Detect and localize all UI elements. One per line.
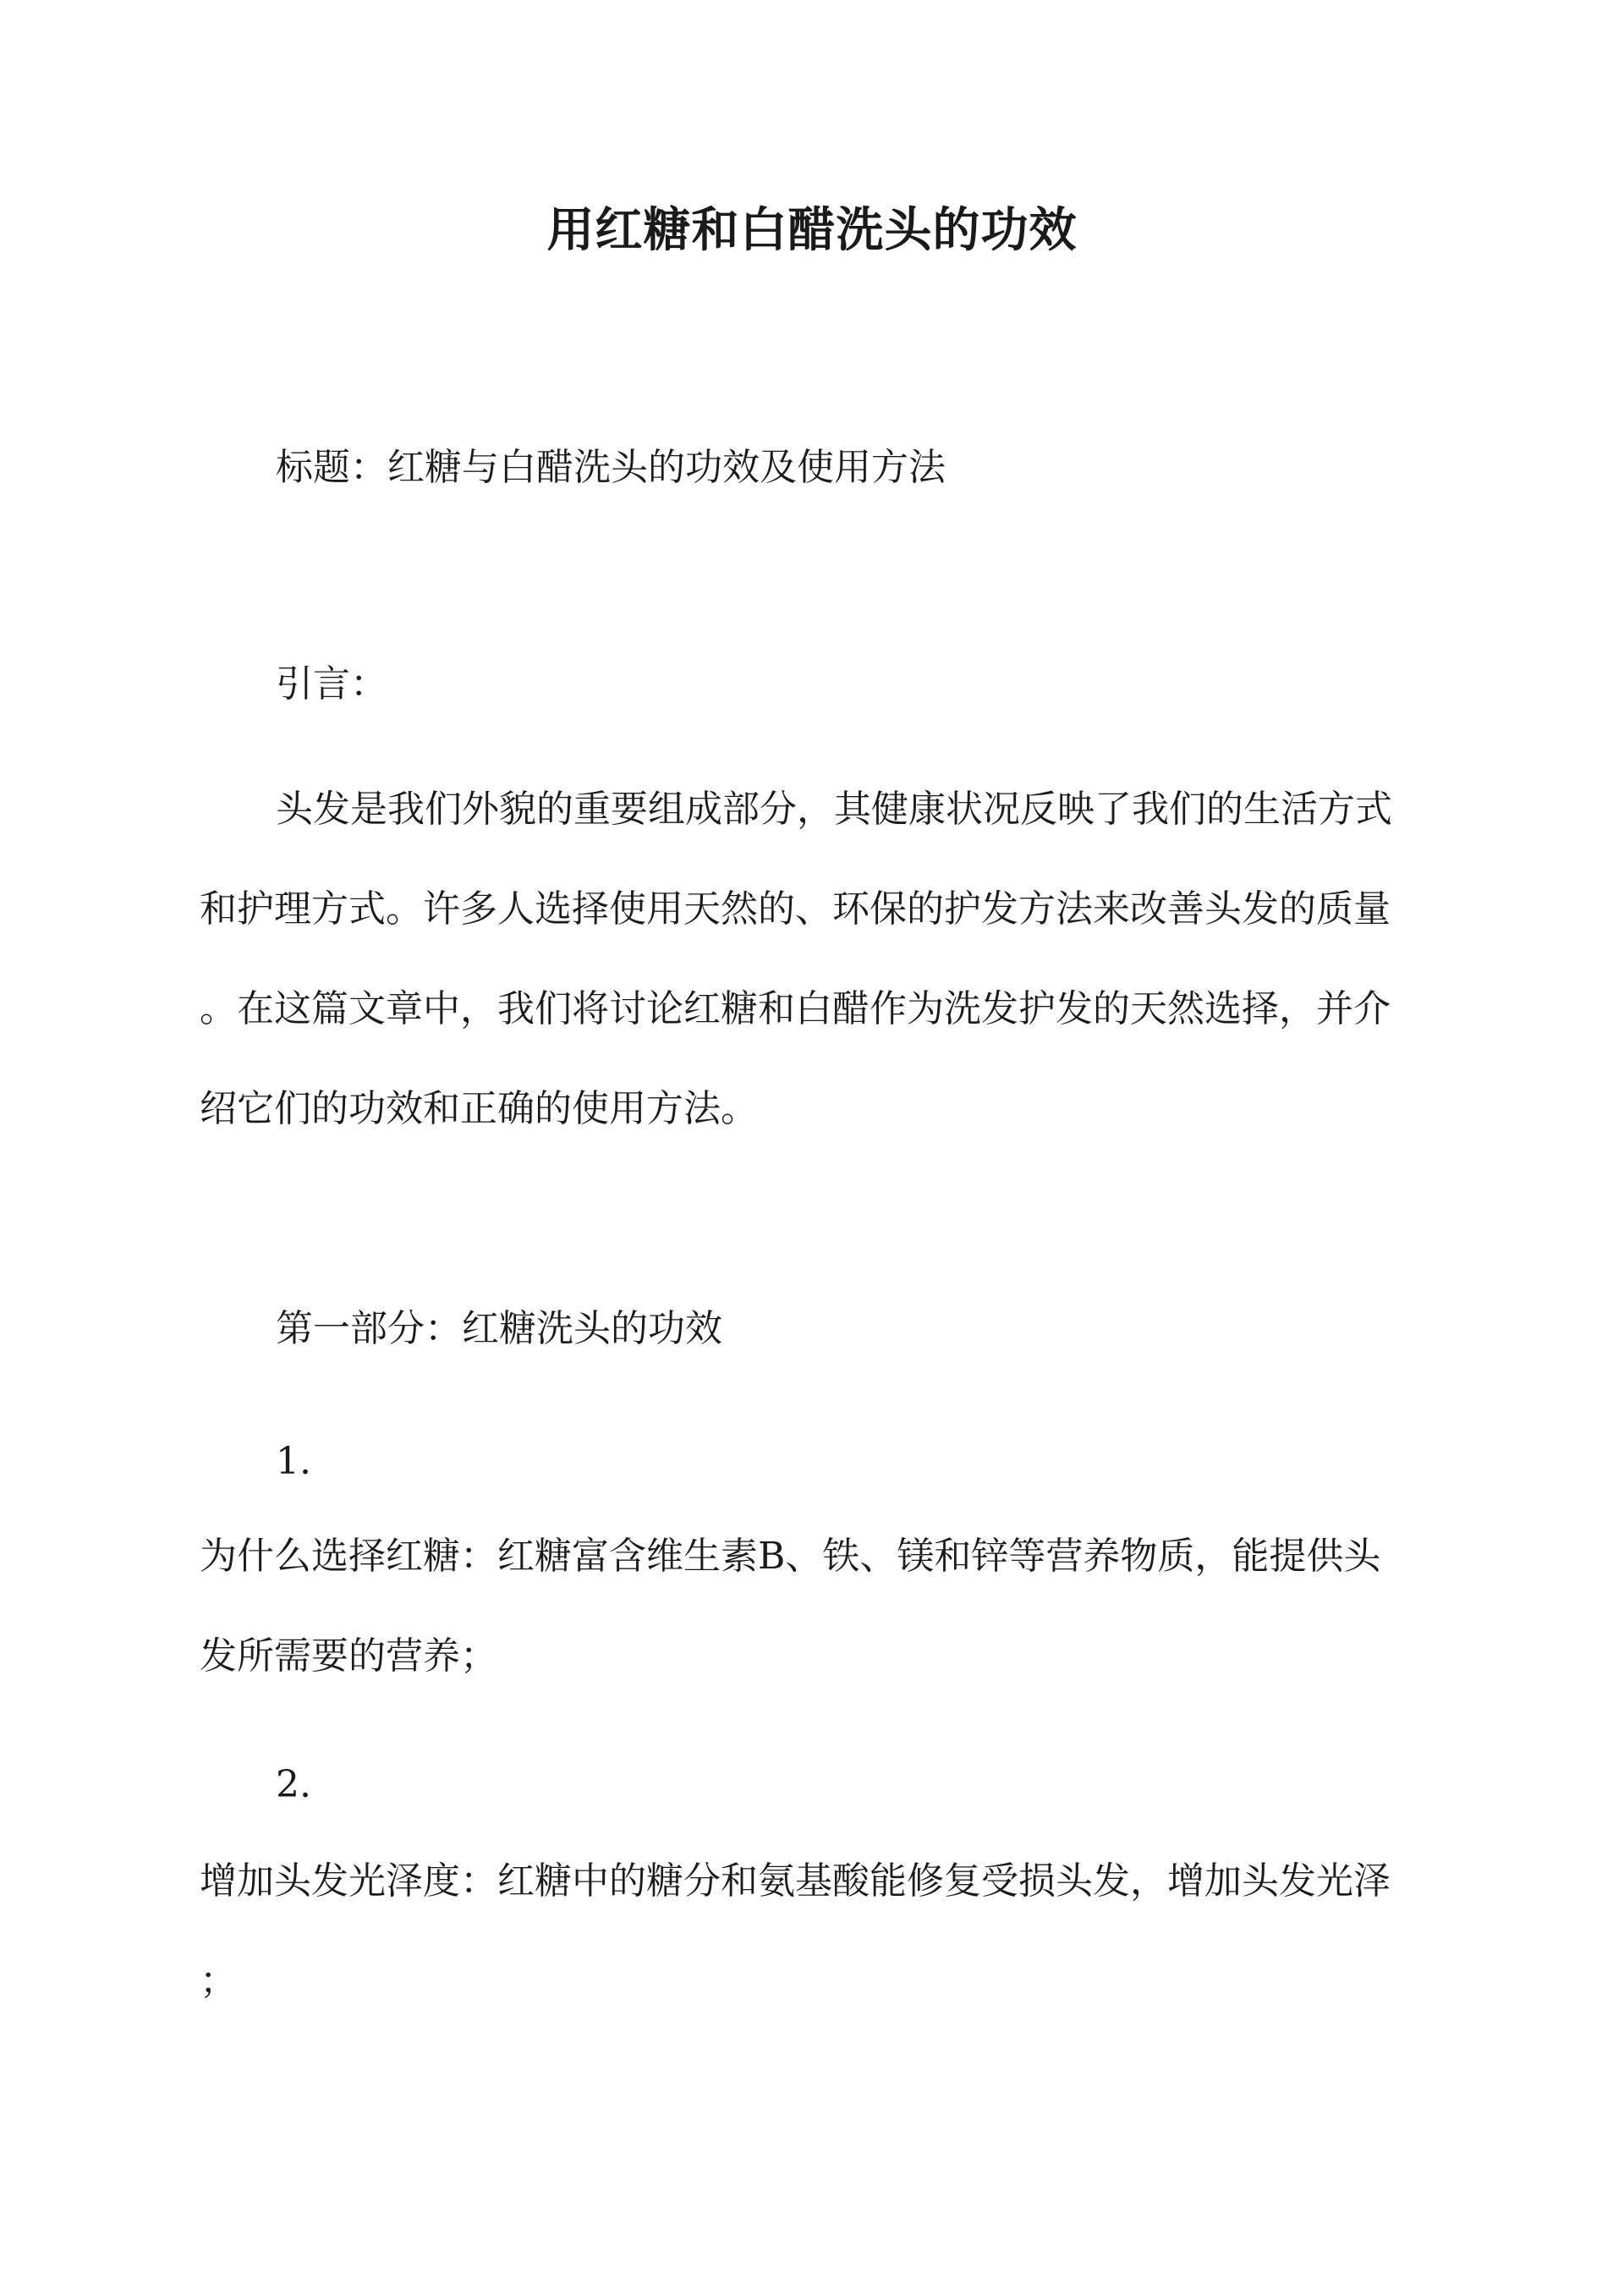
intro-line: 绍它们的功效和正确的使用方法。 <box>200 1087 758 1130</box>
list-item-line: 发所需要的营养； <box>200 1634 497 1678</box>
list-item-line: 增加头发光泽度：红糖中的糖分和氨基酸能修复受损头发，增加头发光泽 <box>200 1859 1391 1903</box>
document-heading: 标题：红糖与白醋洗头的功效及使用方法 <box>276 446 946 489</box>
list-item-number: 2. <box>276 1763 311 1806</box>
section1-heading: 第一部分：红糖洗头的功效 <box>276 1307 722 1350</box>
intro-line: 头发是我们外貌的重要组成部分，其健康状况反映了我们的生活方式 <box>276 788 1392 831</box>
intro-label: 引言： <box>276 662 387 706</box>
intro-line: 和护理方式。许多人选择使用天然的、环保的护发方法来改善头发的质量 <box>200 887 1391 931</box>
list-item-number: 1. <box>276 1440 311 1483</box>
intro-line: 。在这篇文章中，我们将讨论红糖和白醋作为洗发护发的天然选择，并介 <box>200 987 1391 1030</box>
list-item-line: ； <box>200 1959 237 2002</box>
list-item-line: 为什么选择红糖：红糖富含维生素B、铁、镁和锌等营养物质，能提供头 <box>200 1535 1381 1578</box>
document-title: 用红糖和白醋洗头的功效 <box>546 202 1078 258</box>
